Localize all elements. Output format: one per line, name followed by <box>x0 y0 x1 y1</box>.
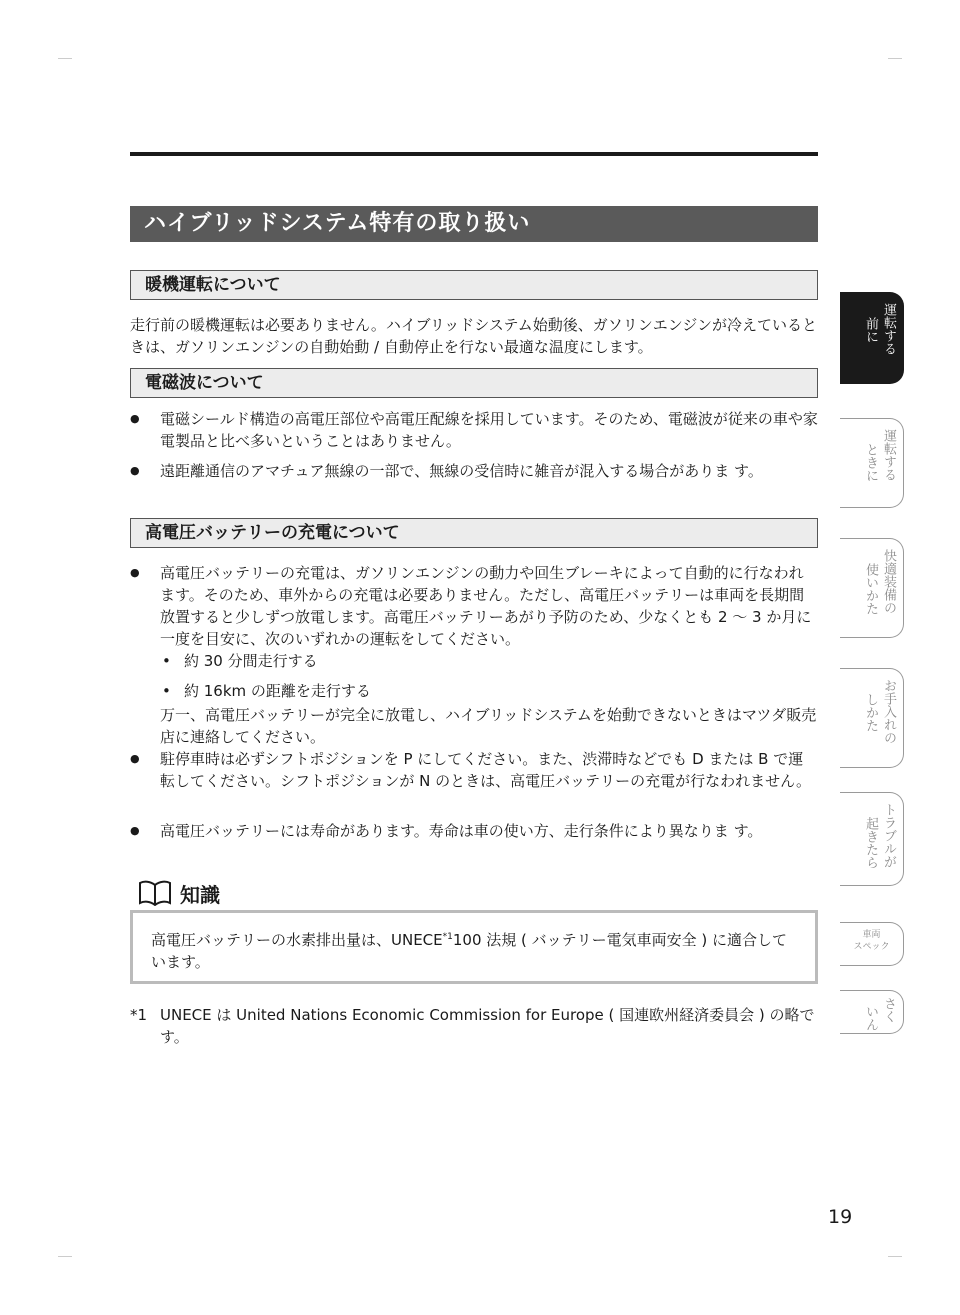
battery-sub-2: • 約 16km の距離を走行する <box>160 680 818 702</box>
section-heading-battery: 高電圧バッテリーの充電について <box>130 518 818 548</box>
battery-bullet-3: ● 高電圧バッテリーには寿命があります。寿命は車の使い方、走行条件により異なりま す。 <box>130 820 818 842</box>
tab-while-driving[interactable] <box>840 418 904 508</box>
tab-maintenance[interactable] <box>840 668 904 768</box>
tab-label: 快適装備の <box>881 549 896 614</box>
footnote-text: UNECE は United Nations Economic Commission for Europe ( 国連欧州経済委員会 ) の略です。 <box>160 1006 815 1046</box>
tab-before-driving[interactable] <box>840 292 904 384</box>
crop-mark <box>58 58 72 59</box>
tab-label: ときに <box>863 443 878 482</box>
crop-mark <box>58 1256 72 1257</box>
tab-troubleshooting[interactable] <box>840 792 904 886</box>
crop-mark <box>888 1256 902 1257</box>
tab-label: お手入れの <box>881 679 896 744</box>
tab-label: 使いかた <box>863 563 878 615</box>
em-bullet-2: ● 遠距離通信のアマチュア無線の一部で、無線の受信時に雑音が混入する場合がありま す。 <box>130 460 818 482</box>
tab-label: トラブルが <box>881 803 896 868</box>
tab-label: しかた <box>863 693 878 732</box>
tab-label: 車両 <box>862 930 881 940</box>
tab-label: 起きたら <box>863 817 878 869</box>
em-bullet-1: ● 電磁シールド構造の高電圧部位や高電圧配線を採用しています。そのため、電磁波が従来の車や家電製品と比べ多いということはありません。 <box>130 408 818 452</box>
battery-bullet-1: ● 高電圧バッテリーの充電は、ガソリンエンジンの動力や回生ブレーキによって自動的に行なわれます。そのため、車外からの充電は必要ありません。ただし、高電圧バッテリーは車両を長期間放置すると少しずつ放電します。高電圧バッテリーあがり予防のため、少なくとも 2 ～ 3 か月に一度を目安に、次のいずれかの運転をしてください。 <box>130 562 818 650</box>
book-icon <box>138 880 172 906</box>
tab-index[interactable] <box>840 990 904 1034</box>
tab-specifications[interactable] <box>840 922 904 966</box>
tab-label: さく <box>881 997 896 1023</box>
tab-label: 運転する <box>881 303 896 355</box>
footnote <box>130 1004 818 1048</box>
page-title: ハイブリッドシステム特有の取り扱い <box>130 206 818 242</box>
tab-label: いん <box>863 1005 878 1031</box>
footnote-ref: *1 <box>442 932 453 942</box>
battery-sub-1: • 約 30 分間走行する <box>160 650 818 672</box>
tab-label: スペック <box>853 942 890 952</box>
warmup-paragraph: 走行前の暖機運転は必要ありません。ハイブリッドシステム始動後、ガソリンエンジンが冷えているときは、ガソリンエンジンの自動始動 / 自動停止を行ない最適な温度にします。 <box>130 316 818 356</box>
knowledge-label: 知識 <box>180 882 220 907</box>
page-number: 19 <box>828 1206 853 1228</box>
section-heading-warmup: 暖機運転について <box>130 270 818 300</box>
battery-continuation: 万一、高電圧バッテリーが完全に放電し、ハイブリッドシステムを始動できないときはマツダ販売店に連絡してください。 <box>160 706 817 746</box>
footnote-mark: *1 <box>130 1006 148 1024</box>
knowledge-text-b: 100 法規 ( バッテリー電気車両安全 ) に適合しています。 <box>151 931 788 971</box>
tab-comfort-features[interactable] <box>840 538 904 638</box>
knowledge-heading <box>138 878 220 908</box>
section-heading-em: 電磁波について <box>130 368 818 398</box>
crop-mark <box>888 58 902 59</box>
tab-label: 前に <box>863 317 878 343</box>
knowledge-note <box>130 910 818 984</box>
battery-bullet-2: ● 駐停車時は必ずシフトポジションを P にしてください。また、渋滞時などでも D または B で運転してください。シフトポジションが N のときは、高電圧バッテリーの充電が行なわれません。 <box>130 748 818 792</box>
top-rule <box>130 152 818 156</box>
tab-label: 運転する <box>881 429 896 481</box>
knowledge-text-a: 高電圧バッテリーの水素排出量は、UNECE <box>151 931 443 949</box>
